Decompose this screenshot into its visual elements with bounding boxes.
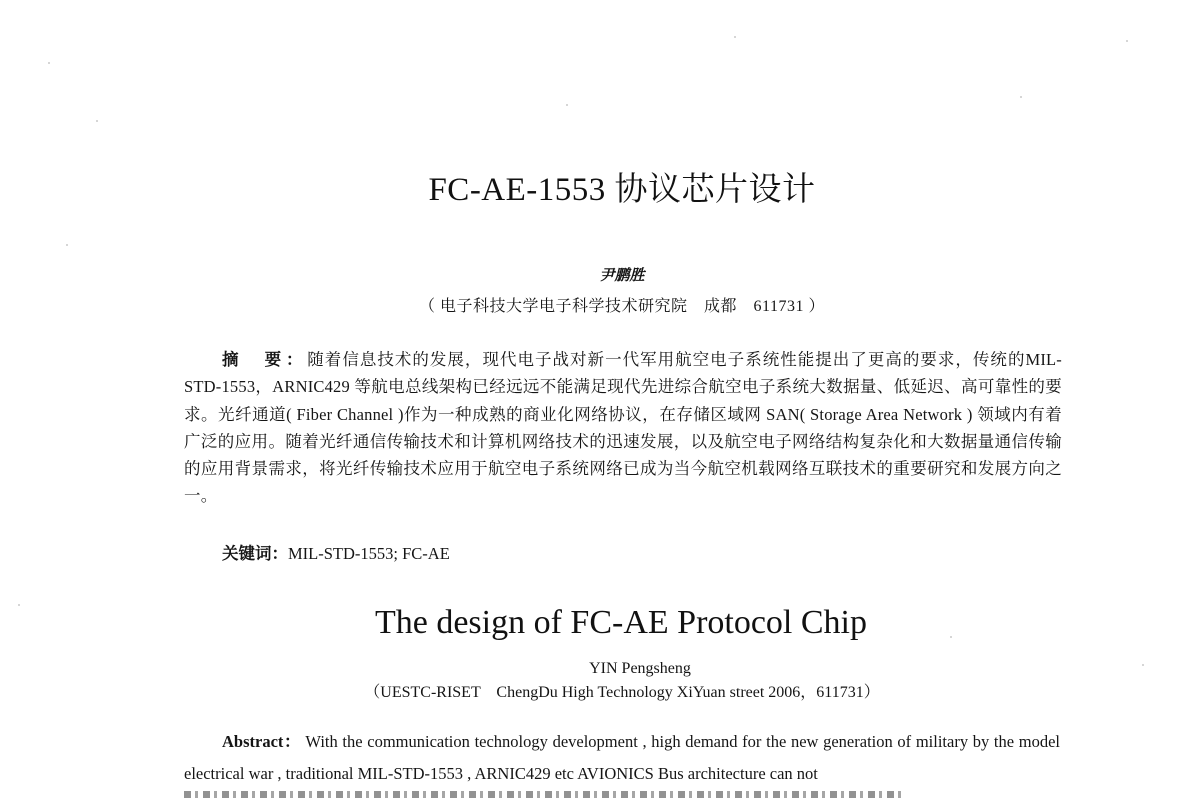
chinese-keywords [222,541,450,567]
scan-speck [96,120,98,122]
cut-off-text-line [184,791,904,798]
english-abstract [184,726,1060,789]
scan-speck [1126,40,1128,42]
scan-speck [1020,96,1022,98]
english-author: YIN Pengsheng [589,660,691,677]
scan-speck [734,36,736,38]
english-abstract-label: Abstract： [222,732,302,751]
english-abstract-text: With the communication technology development , high demand for the new generation of military by the model electrical war , traditional MIL-STD-1553 , ARNIC429 etc AVIONICS Bus architecture can not [184,732,1061,783]
english-affiliation: （UESTC-RISET ChengDu High Technology XiYuan street 2006，611731） [364,684,880,701]
chinese-abstract-label: 摘 要： [222,350,308,369]
scan-speck [566,104,568,106]
english-title: The design of FC-AE Protocol Chip [374,604,868,641]
chinese-author: 尹鹏胜 [599,268,645,284]
scan-speck [66,244,68,246]
chinese-abstract-text: 随着信息技术的发展，现代电子战对新一代军用航空电子系统性能提出了更高的要求，传统的MIL-STD-1553，ARNIC429 等航电总线架构已经远远不能满足现代先进综合航空电子系统大数据量、低延迟、高可靠性的要求。光纤通道( Fiber Channel )作为一种成熟的商业化网络协议，在存储区域网 SAN( Storage Area Network ) 领域内有着广泛的应用。随着光纤通信传输技术和计算机网络技术的迅速发展，以及航空电子网络结构复杂化和大数据量通信传输的应用背景需求，将光纤传输技术应用于航空电子系统网络已成为当今航空机载网络互联技术的重要研究和发展方向之一。 [184,350,1063,506]
chinese-affiliation: （ 电子科技大学电子科学技术研究院 成都 611731 ） [419,298,825,315]
chinese-keywords-text: MIL-STD-1553; FC-AE [288,544,450,563]
chinese-keywords-label: 关键词： [222,544,288,563]
scan-speck [48,62,50,64]
chinese-abstract [184,346,1062,510]
chinese-title: FC-AE-1553 协议芯片设计 [428,172,816,208]
